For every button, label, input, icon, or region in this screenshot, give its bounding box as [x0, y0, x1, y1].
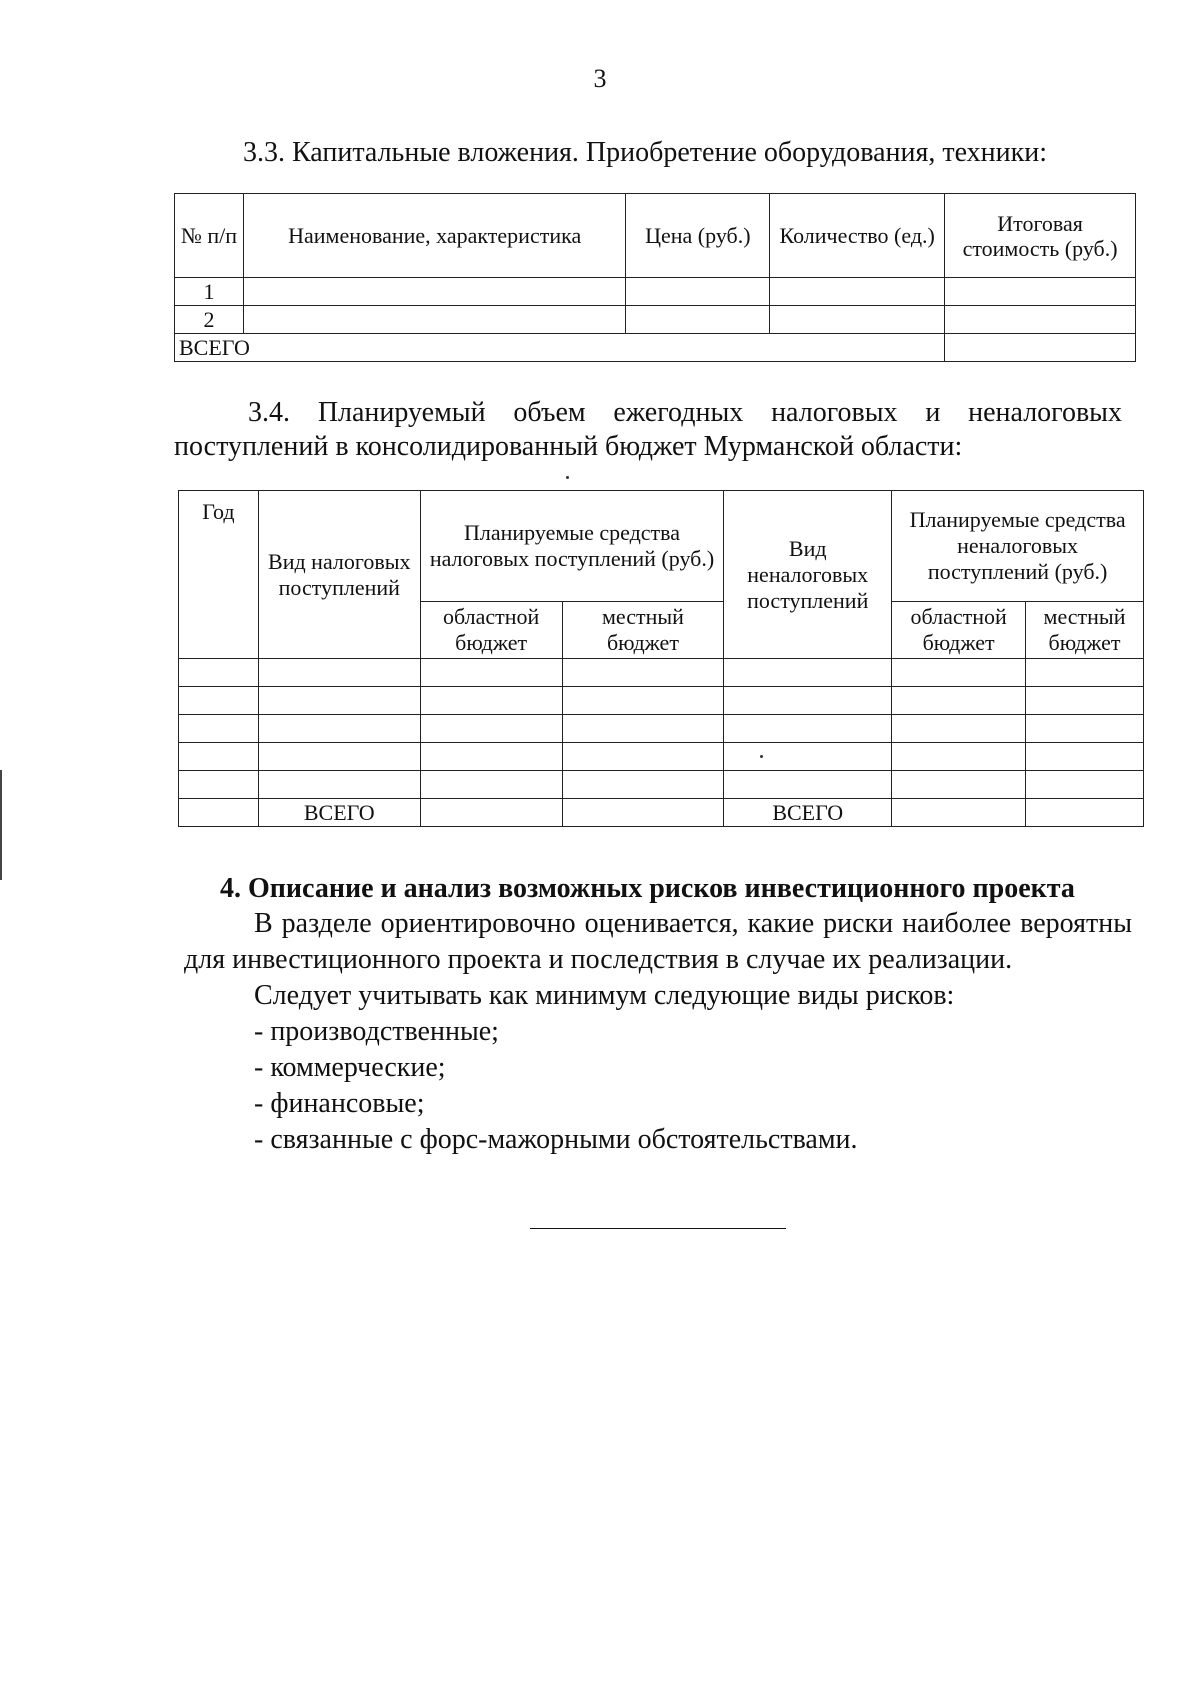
table-cell: [420, 715, 562, 743]
table-cell: [1026, 715, 1144, 743]
table-cell: [892, 687, 1026, 715]
table-row: [175, 306, 1136, 334]
nontax-total-label: ВСЕГО: [724, 799, 892, 827]
table-cell: [892, 715, 1026, 743]
table-cell: [626, 278, 770, 306]
table-cell: [562, 687, 724, 715]
risks-intro: Следует учитывать как минимум следующие виды рисков:: [254, 980, 955, 1011]
table-cell: [420, 799, 562, 827]
table-cell: [892, 799, 1026, 827]
col-header-price: Цена (руб.): [626, 194, 770, 278]
table-cell: [179, 659, 259, 687]
table-cell: [892, 743, 1026, 771]
col-header-total-cost: Итоговая стоимость (руб.): [945, 194, 1136, 278]
end-separator-line: [530, 1228, 786, 1229]
row-number: 2: [175, 306, 244, 334]
table-cell: [724, 659, 892, 687]
table-cell: [945, 306, 1136, 334]
col-header-nontax-local: местный бюджет: [1026, 602, 1144, 659]
table-row: [179, 687, 1144, 715]
table-header-row: [175, 194, 1136, 278]
table-cell: [258, 715, 420, 743]
scan-edge-mark: [0, 770, 2, 880]
table-cell: [258, 771, 420, 799]
table-cell: [258, 659, 420, 687]
col-header-tax-regional: областной бюджет: [420, 602, 562, 659]
table-cell: [1026, 771, 1144, 799]
section-4-heading: 4. Описание и анализ возможных рисков инвестиционного проекта: [220, 873, 1075, 904]
col-header-year: Год: [179, 491, 259, 659]
table-cell: [1026, 659, 1144, 687]
table-cell: [420, 687, 562, 715]
col-header-no: № п/п: [175, 194, 244, 278]
table-row: [179, 715, 1144, 743]
table-cell: [562, 715, 724, 743]
table-cell: [258, 687, 420, 715]
total-label: ВСЕГО: [175, 334, 945, 362]
table-cell: [724, 771, 892, 799]
table-cell: [243, 278, 626, 306]
table-row: [179, 771, 1144, 799]
col-header-tax-funds: Планируемые средства налоговых поступлений (руб.): [420, 491, 724, 602]
table-cell: [562, 743, 724, 771]
col-header-nontax-regional: областной бюджет: [892, 602, 1026, 659]
table-cell: [724, 715, 892, 743]
row-number: 1: [175, 278, 244, 306]
table-cell: [892, 771, 1026, 799]
table-cell: [770, 306, 945, 334]
capital-investments-table: [174, 193, 1136, 362]
table-total-row: [175, 334, 1136, 362]
table-cell: [562, 771, 724, 799]
list-item: - производственные;: [254, 1016, 499, 1047]
table-cell: [626, 306, 770, 334]
col-header-tax-type: Вид налоговых поступлений: [258, 491, 420, 659]
tax-revenues-table: [178, 490, 1144, 827]
col-header-nontax-type: Вид неналоговых поступлений: [724, 491, 892, 659]
table-row: [179, 743, 1144, 771]
table-cell: [1026, 799, 1144, 827]
table-row: [179, 659, 1144, 687]
col-header-nontax-funds: Планируемые средства неналоговых поступлений (руб.): [892, 491, 1144, 602]
scan-speck: [566, 476, 569, 479]
table-cell: [562, 659, 724, 687]
table-cell: [179, 743, 259, 771]
table-cell: [562, 799, 724, 827]
table-cell: [770, 278, 945, 306]
section-4-body: [184, 906, 1132, 1158]
tax-total-label: ВСЕГО: [258, 799, 420, 827]
table-cell: [945, 334, 1136, 362]
risks-paragraph: В разделе ориентировочно оценивается, какие риски наиболее вероятны для инвестиционного проекта и последствия в случае их реализации.: [184, 908, 1132, 975]
list-item: - коммерческие;: [254, 1052, 446, 1083]
table-cell: [179, 687, 259, 715]
table-cell: [179, 799, 259, 827]
table-cell: [1026, 743, 1144, 771]
table-cell: [179, 715, 259, 743]
table-total-row: [179, 799, 1144, 827]
table-cell: [420, 659, 562, 687]
scan-speck: [760, 755, 763, 758]
table-header-row: [179, 491, 1144, 602]
table-row: [175, 278, 1136, 306]
page-number: 3: [593, 64, 607, 93]
col-header-tax-local: местный бюджет: [562, 602, 724, 659]
table-cell: [179, 771, 259, 799]
list-item: - финансовые;: [254, 1088, 425, 1119]
table-cell: [892, 659, 1026, 687]
list-item: - связанные с форс-мажорными обстоятельствами.: [254, 1124, 858, 1155]
section-3-4-paragraph: 3.4. Планируемый объем ежегодных налоговых и неналоговых поступлений в консолидированный бюджет Мурманской области:: [174, 397, 1122, 462]
section-3-3-heading: 3.3. Капитальные вложения. Приобретение оборудования, техники:: [243, 137, 1047, 168]
table-cell: [724, 743, 892, 771]
col-header-name: Наименование, характеристика: [243, 194, 626, 278]
table-cell: [420, 771, 562, 799]
table-cell: [243, 306, 626, 334]
table-cell: [724, 687, 892, 715]
table-cell: [945, 278, 1136, 306]
table-cell: [420, 743, 562, 771]
table-cell: [258, 743, 420, 771]
col-header-quantity: Количество (ед.): [770, 194, 945, 278]
table-cell: [1026, 687, 1144, 715]
